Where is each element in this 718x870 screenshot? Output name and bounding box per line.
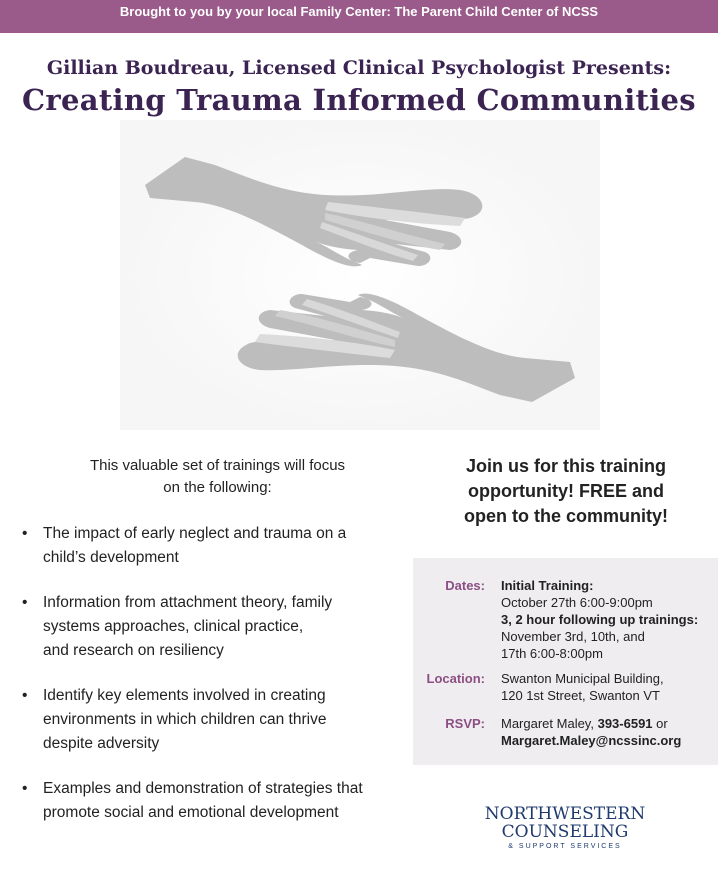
list-item-line: Examples and demonstration of strategies that <box>43 780 363 797</box>
followup-training-label: 3, 2 hour following up trainings: <box>501 612 699 627</box>
location-label: Location: <box>426 671 485 686</box>
logo-line-3: & SUPPORT SERVICES <box>508 843 622 850</box>
list-item-line: promote social and emotional development <box>43 804 339 821</box>
bullet-icon: • <box>22 687 28 704</box>
join-line-3: open to the community! <box>464 506 668 526</box>
page-title: Creating Trauma Informed Communities <box>22 83 696 117</box>
intro-text <box>40 455 395 499</box>
intro-line-2: on the following: <box>163 479 272 496</box>
list-item-line: systems approaches, clinical practice, <box>43 618 304 635</box>
banner-text: Brought to you by your local Family Center: The Parent Child Center of NCSS <box>119 4 599 19</box>
location-line-1: Swanton Municipal Building, <box>501 671 664 686</box>
dates-label: Dates: <box>445 578 485 593</box>
top-banner <box>0 0 718 33</box>
helping-hands-illustration <box>120 120 600 430</box>
list-item-line: and research on resiliency <box>43 642 224 659</box>
rsvp-phone: 393-6591 <box>597 716 653 731</box>
intro-line-1: This valuable set of trainings will focus <box>89 457 346 474</box>
join-line-1: Join us for this training <box>465 456 666 476</box>
list-item-line: child’s development <box>43 549 179 566</box>
location-value <box>501 670 716 704</box>
list-item-line: The impact of early neglect and trauma on a <box>43 525 347 542</box>
event-details-panel <box>413 558 718 765</box>
list-item <box>20 591 400 663</box>
bullet-icon: • <box>22 780 28 797</box>
logo-line-2: COUNSELING <box>501 822 629 842</box>
list-item <box>20 777 400 825</box>
list-item-line: despite adversity <box>43 735 160 752</box>
bullet-icon: • <box>22 525 28 542</box>
list-item-line: environments in which children can thrive <box>43 711 327 728</box>
presenter-subtitle: Gillian Boudreau, Licensed Clinical Psychologist Presents: <box>46 57 672 79</box>
list-item <box>20 684 400 756</box>
northwestern-counseling-logo <box>460 805 670 853</box>
rsvp-or: or <box>656 716 668 731</box>
rsvp-value <box>501 715 716 749</box>
join-line-2: opportunity! FREE and <box>468 481 664 501</box>
focus-topics-list <box>20 522 400 846</box>
initial-training-date: October 27th 6:00-9:00pm <box>501 595 653 610</box>
list-item-line: Identify key elements involved in creating <box>43 687 326 704</box>
join-callout <box>430 454 702 529</box>
followup-date-line-1: November 3rd, 10th, and <box>501 629 645 644</box>
logo-line-1: NORTHWESTERN <box>484 804 646 824</box>
rsvp-email: Margaret.Maley@ncssinc.org <box>501 733 682 748</box>
initial-training-label: Initial Training: <box>501 578 594 593</box>
list-item <box>20 522 400 570</box>
bullet-icon: • <box>22 594 28 611</box>
followup-date-line-2: 17th 6:00-8:00pm <box>501 646 603 661</box>
location-line-2: 120 1st Street, Swanton VT <box>501 688 660 703</box>
rsvp-contact-name: Margaret Maley, <box>501 716 594 731</box>
rsvp-label: RSVP: <box>445 716 485 731</box>
list-item-line: Information from attachment theory, family <box>43 594 333 611</box>
dates-value <box>501 577 716 662</box>
